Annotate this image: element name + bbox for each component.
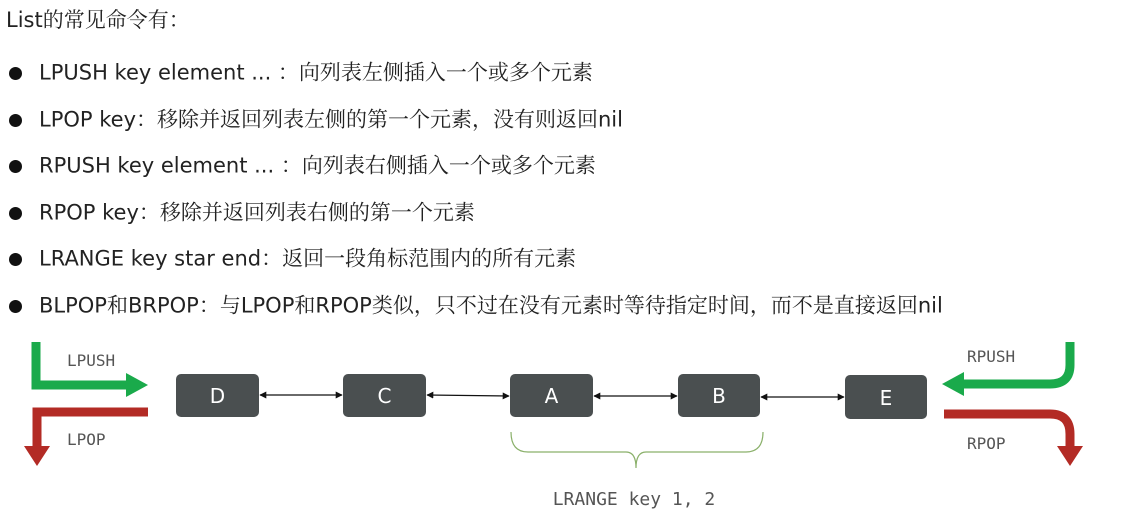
rpop-label: RPOP xyxy=(967,434,1006,453)
node-e-label: E xyxy=(879,386,893,410)
command-rpop-text: RPOP key：移除并返回列表右侧的第一个元素 xyxy=(39,200,475,225)
command-blpop-text: BLPOP和BRPOP：与LPOP和RPOP类似，只不过在没有元素时等待指定时间，而不是直接返回nil xyxy=(39,293,943,318)
node-d xyxy=(176,374,259,417)
node-b-label: B xyxy=(712,384,726,408)
node-c-label: C xyxy=(377,384,392,408)
lpush-label: LPUSH xyxy=(67,351,116,370)
page-heading: List的常见命令有： xyxy=(6,8,190,32)
node-d-label: D xyxy=(209,384,226,408)
node-b xyxy=(678,374,760,417)
command-lpop-text: LPOP key：移除并返回列表左侧的第一个元素，没有则返回nil xyxy=(39,107,623,132)
lrange-bracket xyxy=(511,432,763,468)
node-e xyxy=(845,375,927,419)
lrange-label: LRANGE key 1, 2 xyxy=(552,489,716,510)
node-a-label: A xyxy=(544,384,559,408)
command-rpush-text: RPUSH key element ... ：向列表右侧插入一个或多个元素 xyxy=(39,153,596,178)
lpop-label: LPOP xyxy=(67,430,106,449)
command-lrange-text: LRANGE key star end：返回一段角标范围内的所有元素 xyxy=(39,246,577,271)
rpush-label: RPUSH xyxy=(967,347,1016,366)
command-lpush-text: LPUSH key element ... ：向列表左侧插入一个或多个元素 xyxy=(39,60,593,85)
rpop-arrow-icon xyxy=(944,414,1083,466)
link-c-a xyxy=(427,395,509,396)
node-a xyxy=(510,374,593,417)
node-c xyxy=(343,374,426,417)
